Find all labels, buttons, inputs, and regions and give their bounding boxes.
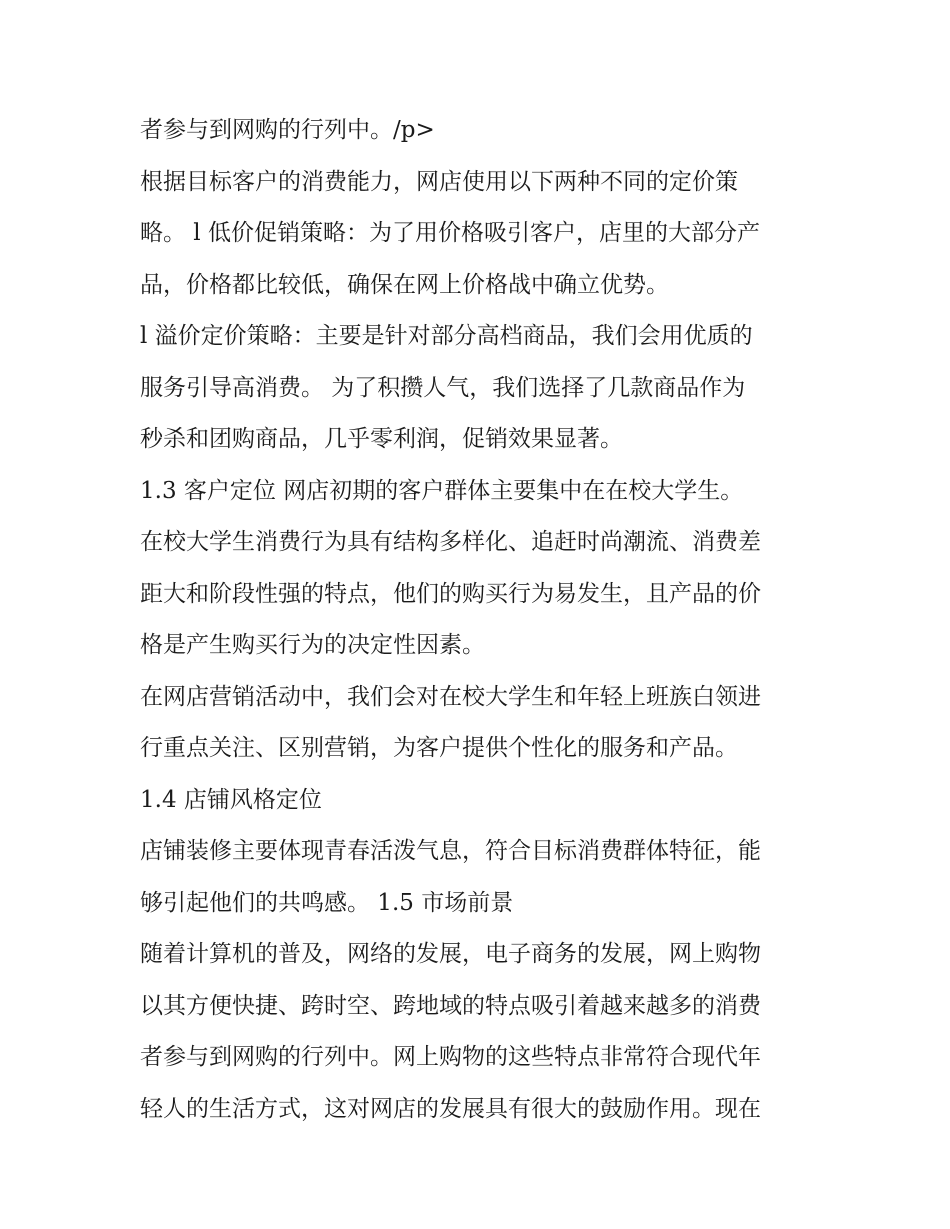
text-line-7: 秒杀和团购商品，几乎零利润，促销效果显著。 xyxy=(140,426,623,452)
text-line-19: 者参与到网购的行列中。网上购物的这些特点非常符合现代年 xyxy=(140,1044,761,1070)
text-line-10: 距大和阶段性强的特点，他们的购买行为易发生，且产品的价 xyxy=(140,580,761,607)
text-line-5: l 溢价定价策略：主要是针对部分高档商品，我们会用优质的 xyxy=(140,323,753,349)
section-heading-1-3: 1.3 客户定位 网店初期的客户群体主要集中在在校大学生。 xyxy=(140,477,744,504)
text-line-20: 轻人的生活方式，这对网店的发展具有很大的鼓励作用。现在 xyxy=(140,1095,761,1122)
text-line-13: 行重点关注、区别营销，为客户提供个性化的服务和产品。 xyxy=(140,735,738,761)
text-line-16: 够引起他们的共鸣感。 1.5 市场前景 xyxy=(140,889,514,916)
section-heading-1-4: 1.4 店铺风格定位 xyxy=(140,786,322,813)
text-line-17: 随着计算机的普及，网络的发展，电子商务的发展，网上购物 xyxy=(140,941,761,967)
text-line-18: 以其方便快捷、跨时空、跨地域的特点吸引着越来越多的消费 xyxy=(140,992,761,1019)
document-body xyxy=(140,105,820,1135)
text-line-3: 略。 l 低价促销策略：为了用价格吸引客户，店里的大部分产 xyxy=(140,220,760,246)
text-line-1: 者参与到网购的行列中。/p> xyxy=(140,117,435,143)
text-line-2: 根据目标客户的消费能力，网店使用以下两种不同的定价策 xyxy=(140,168,738,195)
text-line-15: 店铺装修主要体现青春活泼气息，符合目标消费群体特征，能 xyxy=(140,838,761,864)
text-line-6: 服务引导高消费。 为了积攒人气，我们选择了几款商品作为 xyxy=(140,374,746,401)
text-line-9: 在校大学生消费行为具有结构多样化、追赶时尚潮流、消费差 xyxy=(140,529,761,555)
text-line-12: 在网店营销活动中，我们会对在校大学生和年轻上班族白领进 xyxy=(140,683,761,710)
text-line-4: 品，价格都比较低，确保在网上价格战中确立优势。 xyxy=(140,271,669,298)
text-line-11: 格是产生购买行为的决定性因素。 xyxy=(140,632,485,658)
